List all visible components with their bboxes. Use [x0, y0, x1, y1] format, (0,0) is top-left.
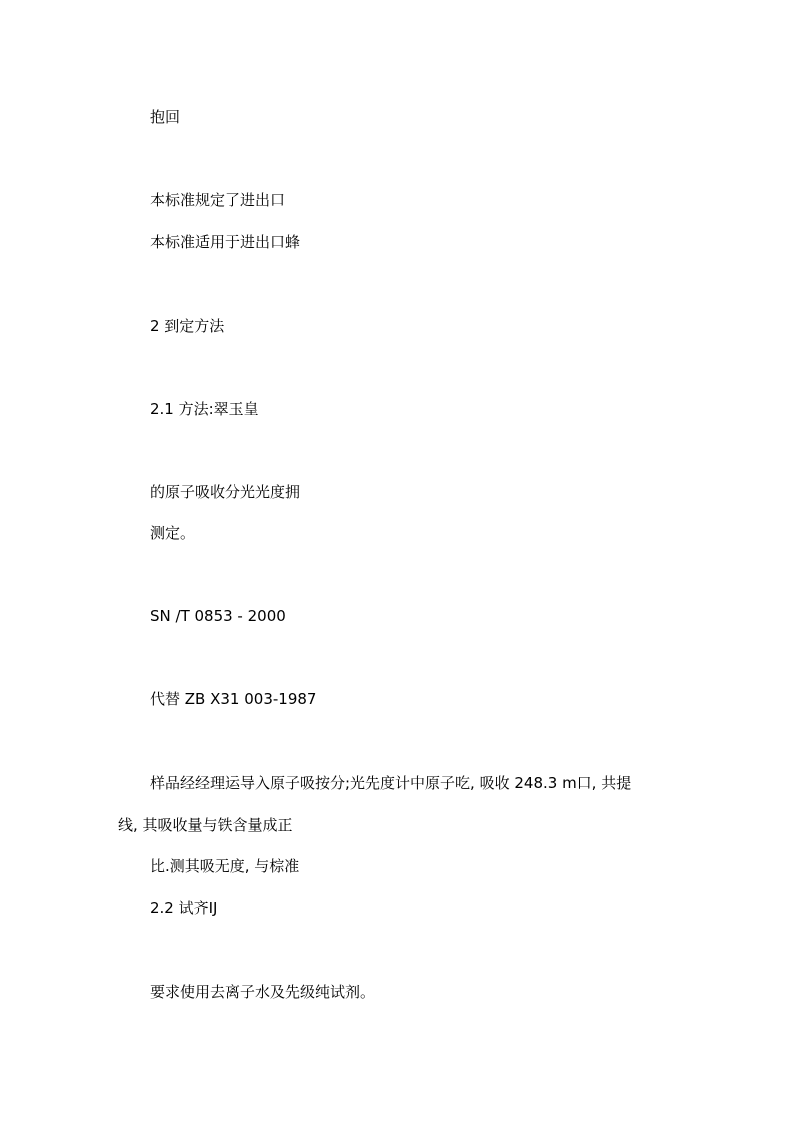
text-line: 本标准规定了进出口 [150, 191, 286, 209]
text-line: 测定。 [150, 524, 196, 542]
text-line: 要求使用去离子水及先级纯试剂。 [150, 983, 376, 1001]
text-line: 本标准适用于进出口蜂 [150, 233, 301, 251]
text-line: 样品经经理运导入原子吸按分;光先度计中原子吃, 吸收 248.3 m口, 共提 [150, 774, 632, 792]
text-line: 比.测其吸无度, 与棕准 [150, 857, 300, 875]
subsection-heading: 2.1 方法:翠玉皇 [150, 400, 259, 418]
standard-number: SN /T 0853 - 2000 [150, 607, 286, 625]
replaces-standard: 代替 ZB X31 003-1987 [150, 690, 317, 708]
text-line: 的原子吸收分光光度拥 [150, 483, 301, 501]
subsection-heading: 2.2 试齐IJ [150, 899, 218, 917]
text-line: 抱回 [150, 108, 181, 126]
text-line: 线, 其吸收量与铁含量成正 [118, 816, 293, 834]
section-heading: 2 到定方法 [150, 317, 225, 335]
